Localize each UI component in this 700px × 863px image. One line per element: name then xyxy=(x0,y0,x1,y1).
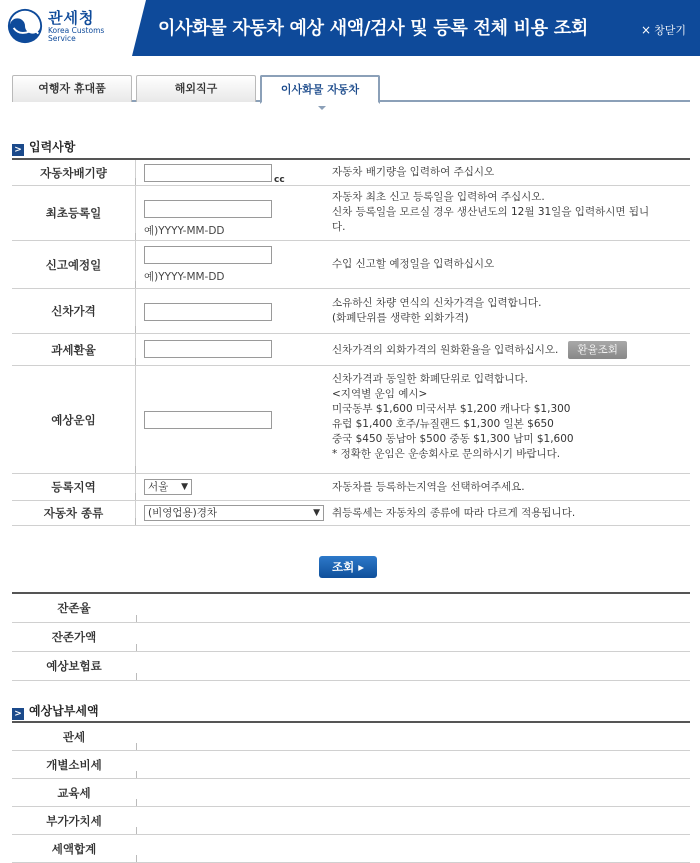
exchange-rate-lookup-button[interactable]: 환율조회 xyxy=(568,341,627,359)
tax-row xyxy=(12,751,690,779)
dropdown-arrow-icon: ▼ xyxy=(181,482,188,492)
page-title: 이사화물 자동차 예상 새액/검사 및 등록 전체 비용 조회 xyxy=(158,18,588,39)
form-description: 취등록세는 자동차의 종류에 따라 다르게 적용됩니다. xyxy=(332,507,576,519)
result-label: 잔존가액 xyxy=(12,623,136,651)
result-label: 예상보험료 xyxy=(12,652,136,680)
form-description: 신차가격과 동일한 화폐단위로 입력합니다. <지역별 운임 예시> 미국동부 $1,600 미국서부 $1,200 캐나다 $1,300 유럽 $1,400 호주/뉴질랜드 $1,300 일본 $650 중국 $450 동남아 $500 중동 $1,300 남미 $1,600 * 정확한 운임은 운송회사로 문의하시기 바랍니다. xyxy=(332,373,574,460)
declaration-date-input[interactable] xyxy=(144,246,272,264)
customs-emblem-icon xyxy=(6,7,44,45)
vehicle-type-select[interactable]: (비영업용)경차 ▼ xyxy=(144,505,324,521)
input-form xyxy=(12,158,690,526)
tax-row xyxy=(12,723,690,751)
section-title: 예상납부세액 xyxy=(29,704,99,718)
form-description: 자동차 배기량을 입력하여 주십시오 xyxy=(332,166,495,178)
result-table xyxy=(12,592,690,681)
exchange-rate-input[interactable] xyxy=(144,340,272,358)
section-marker-icon: > xyxy=(12,144,24,156)
tax-row xyxy=(12,835,690,863)
date-format-hint: 예)YYYY-MM-DD xyxy=(144,225,225,237)
logo-text: 관세청 xyxy=(48,9,95,27)
date-format-hint: 예)YYYY-MM-DD xyxy=(144,271,225,283)
result-label: 잔존율 xyxy=(12,594,136,622)
tab-bar xyxy=(12,75,690,102)
logo xyxy=(0,0,132,56)
region-select[interactable]: 서울 ▼ xyxy=(144,479,192,495)
input-section-heading xyxy=(12,138,75,156)
form-row-new-car-price xyxy=(12,289,690,334)
expected-freight-input[interactable] xyxy=(144,411,272,429)
form-row-declaration-date xyxy=(12,241,690,289)
close-window-button[interactable] xyxy=(641,22,686,38)
close-icon: × xyxy=(641,23,652,37)
form-row-expected-freight xyxy=(12,366,690,474)
tab-traveler-goods[interactable]: 여행자 휴대품 xyxy=(12,75,132,102)
form-row-registration-region xyxy=(12,474,690,501)
tax-row xyxy=(12,779,690,807)
form-label: 신차가격 xyxy=(12,289,136,333)
form-label: 최초등록일 xyxy=(12,186,136,240)
form-label: 자동차 종류 xyxy=(12,501,136,525)
result-row xyxy=(12,623,690,652)
form-description: 자동차 최초 신고 등록일을 입력하여 주십시오. 신차 등록일을 모르실 경우 생산년도의 12월 31일을 입력하시면 됩니 다. xyxy=(332,191,650,233)
form-row-displacement xyxy=(12,160,690,186)
tax-section-heading xyxy=(12,702,99,720)
form-label: 신고예정일 xyxy=(12,241,136,288)
new-car-price-input[interactable] xyxy=(144,303,272,321)
tax-row xyxy=(12,807,690,835)
form-row-exchange-rate xyxy=(12,334,690,366)
section-title: 입력사항 xyxy=(29,140,76,154)
page-header xyxy=(0,0,700,56)
result-row xyxy=(12,652,690,681)
tax-label: 개별소비세 xyxy=(12,751,136,778)
form-row-vehicle-type xyxy=(12,501,690,526)
tab-overseas-direct-purchase[interactable]: 해외직구 xyxy=(136,75,256,102)
form-description: 자동차를 등록하는지역을 선택하여주세요. xyxy=(332,481,525,493)
form-description: 신차가격의 외화가격의 원화환율을 입력하십시오. 환율조회 xyxy=(332,341,627,359)
form-description: 수입 신고할 예정일을 입력하십시오 xyxy=(332,258,495,270)
tax-label: 관세 xyxy=(12,723,136,750)
result-row xyxy=(12,594,690,623)
first-registration-date-input[interactable] xyxy=(144,200,272,218)
form-label: 자동차배기량 xyxy=(12,160,136,185)
form-row-first-registration xyxy=(12,186,690,241)
tax-label: 교육세 xyxy=(12,779,136,806)
section-marker-icon: > xyxy=(12,708,24,720)
form-label: 과세환율 xyxy=(12,334,136,365)
unit-label: cc xyxy=(274,175,285,185)
form-label: 예상운임 xyxy=(12,366,136,473)
form-description: 소유하신 차량 연식의 신차가격을 입력합니다. (화폐단위를 생략한 외화가격) xyxy=(332,297,542,324)
form-label: 등록지역 xyxy=(12,474,136,500)
close-label: 창닫기 xyxy=(654,24,686,37)
tab-moving-vehicle[interactable]: 이사화물 자동차 xyxy=(260,75,380,104)
tax-table xyxy=(12,721,690,863)
displacement-input[interactable] xyxy=(144,164,272,182)
logo-subtext: Korea Customs Service xyxy=(48,26,105,43)
search-button[interactable]: 조회 ▸ xyxy=(319,556,377,578)
tax-label: 부가가치세 xyxy=(12,807,136,834)
tax-label: 세액합계 xyxy=(12,835,136,862)
dropdown-arrow-icon: ▼ xyxy=(313,508,320,518)
